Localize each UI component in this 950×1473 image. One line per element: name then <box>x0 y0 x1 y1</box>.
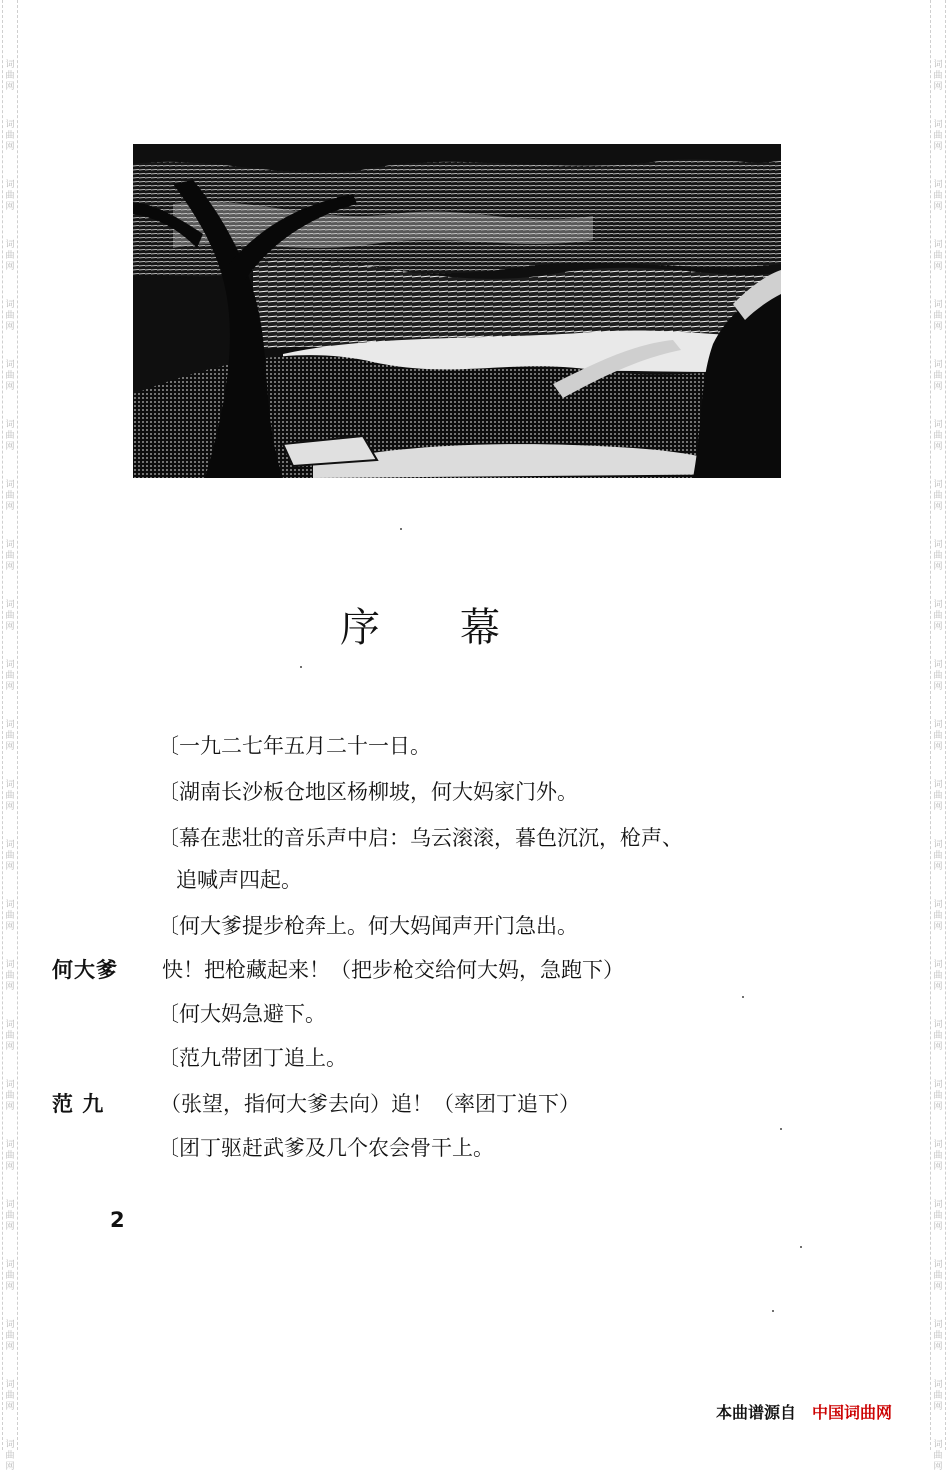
watermark-text: 词 曲 网 <box>5 600 15 632</box>
stage-direction: 〔一九二七年五月二十一日。 <box>158 734 431 758</box>
speaker-name: 范 九 <box>52 1092 105 1116</box>
watermark-text: 词 曲 网 <box>5 60 15 92</box>
watermark-text: 词 曲 网 <box>933 780 943 812</box>
watermark-right-column <box>930 0 946 1472</box>
stage-direction: 〔幕在悲壮的音乐声中启：乌云滚滚，暮色沉沉，枪声、 <box>158 826 683 850</box>
watermark-left-column <box>2 0 18 1472</box>
watermark-text: 词 曲 网 <box>933 1200 943 1232</box>
watermark-text: 词 曲 网 <box>933 420 943 452</box>
watermark-text: 词 曲 网 <box>5 180 15 212</box>
stage-direction: 〔范九带团丁追上。 <box>158 1046 347 1070</box>
watermark-text: 词 曲 网 <box>5 420 15 452</box>
watermark-text: 词 曲 网 <box>933 900 943 932</box>
watermark-text: 词 曲 网 <box>5 540 15 572</box>
watermark-text: 词 曲 网 <box>933 660 943 692</box>
watermark-text: 词 曲 网 <box>933 180 943 212</box>
watermark-text: 词 曲 网 <box>933 600 943 632</box>
watermark-text: 词 曲 网 <box>933 360 943 392</box>
watermark-text: 词 曲 网 <box>933 840 943 872</box>
speaker-name: 何大爹 <box>52 958 118 982</box>
watermark-text: 词 曲 网 <box>933 240 943 272</box>
watermark-text: 词 曲 网 <box>5 1440 15 1472</box>
watermark-text: 词 曲 网 <box>933 960 943 992</box>
watermark-text: 词 曲 网 <box>5 1080 15 1112</box>
watermark-text: 词 曲 网 <box>933 60 943 92</box>
stage-direction: 〔团丁驱赶武爹及几个农会骨干上。 <box>158 1136 494 1160</box>
attribution-prefix: 本曲谱源自 <box>716 1403 797 1422</box>
stormy-landscape-illustration <box>133 144 781 478</box>
watermark-text: 词 曲 网 <box>933 1020 943 1052</box>
scan-speck <box>772 1310 774 1312</box>
watermark-text: 词 曲 网 <box>933 720 943 752</box>
attribution-brand-link[interactable]: 中国词曲网 <box>812 1403 893 1422</box>
scan-speck <box>300 666 302 668</box>
dialogue-line: 快！把枪藏起来！（把步枪交给何大妈，急跑下） <box>162 958 624 982</box>
watermark-text: 词 曲 网 <box>5 660 15 692</box>
scan-speck <box>742 996 744 998</box>
source-attribution <box>716 1400 892 1423</box>
watermark-text: 词 曲 网 <box>5 1140 15 1172</box>
scan-speck <box>800 1246 802 1248</box>
watermark-text: 词 曲 网 <box>933 1320 943 1352</box>
title-char-2: 幕 <box>460 605 500 651</box>
watermark-text: 词 曲 网 <box>933 480 943 512</box>
stage-direction: 〔何大妈急避下。 <box>158 1002 326 1026</box>
stage-direction-continued: 追喊声四起。 <box>176 868 302 892</box>
watermark-text: 词 曲 网 <box>933 1080 943 1112</box>
scan-speck <box>780 1128 782 1130</box>
watermark-text: 词 曲 网 <box>933 1380 943 1412</box>
watermark-text: 词 曲 网 <box>933 1260 943 1292</box>
watermark-text: 词 曲 网 <box>5 480 15 512</box>
watermark-text: 词 曲 网 <box>933 1440 943 1472</box>
watermark-text: 词 曲 网 <box>5 960 15 992</box>
watermark-text: 词 曲 网 <box>5 840 15 872</box>
watermark-text: 词 曲 网 <box>5 1020 15 1052</box>
watermark-text: 词 曲 网 <box>933 300 943 332</box>
watermark-text: 词 曲 网 <box>933 120 943 152</box>
watermark-text: 词 曲 网 <box>5 1380 15 1412</box>
page-number: 2 <box>110 1208 125 1232</box>
watermark-text: 词 曲 网 <box>5 1260 15 1292</box>
watermark-text: 词 曲 网 <box>5 780 15 812</box>
watermark-text: 词 曲 网 <box>5 900 15 932</box>
watermark-text: 词 曲 网 <box>5 240 15 272</box>
watermark-text: 词 曲 网 <box>5 300 15 332</box>
watermark-text: 词 曲 网 <box>933 540 943 572</box>
scan-speck <box>400 528 402 530</box>
stage-direction: 〔何大爹提步枪奔上。何大妈闻声开门急出。 <box>158 914 578 938</box>
watermark-text: 词 曲 网 <box>5 1200 15 1232</box>
watermark-text: 词 曲 网 <box>5 120 15 152</box>
title-char-1: 序 <box>340 605 380 651</box>
watermark-text: 词 曲 网 <box>933 1140 943 1172</box>
dialogue-line: （张望，指何大爹去向）追！（率团丁追下） <box>160 1092 580 1116</box>
watermark-text: 词 曲 网 <box>5 1320 15 1352</box>
stage-direction: 〔湖南长沙板仓地区杨柳坡，何大妈家门外。 <box>158 780 578 804</box>
watermark-text: 词 曲 网 <box>5 360 15 392</box>
watermark-text: 词 曲 网 <box>5 720 15 752</box>
